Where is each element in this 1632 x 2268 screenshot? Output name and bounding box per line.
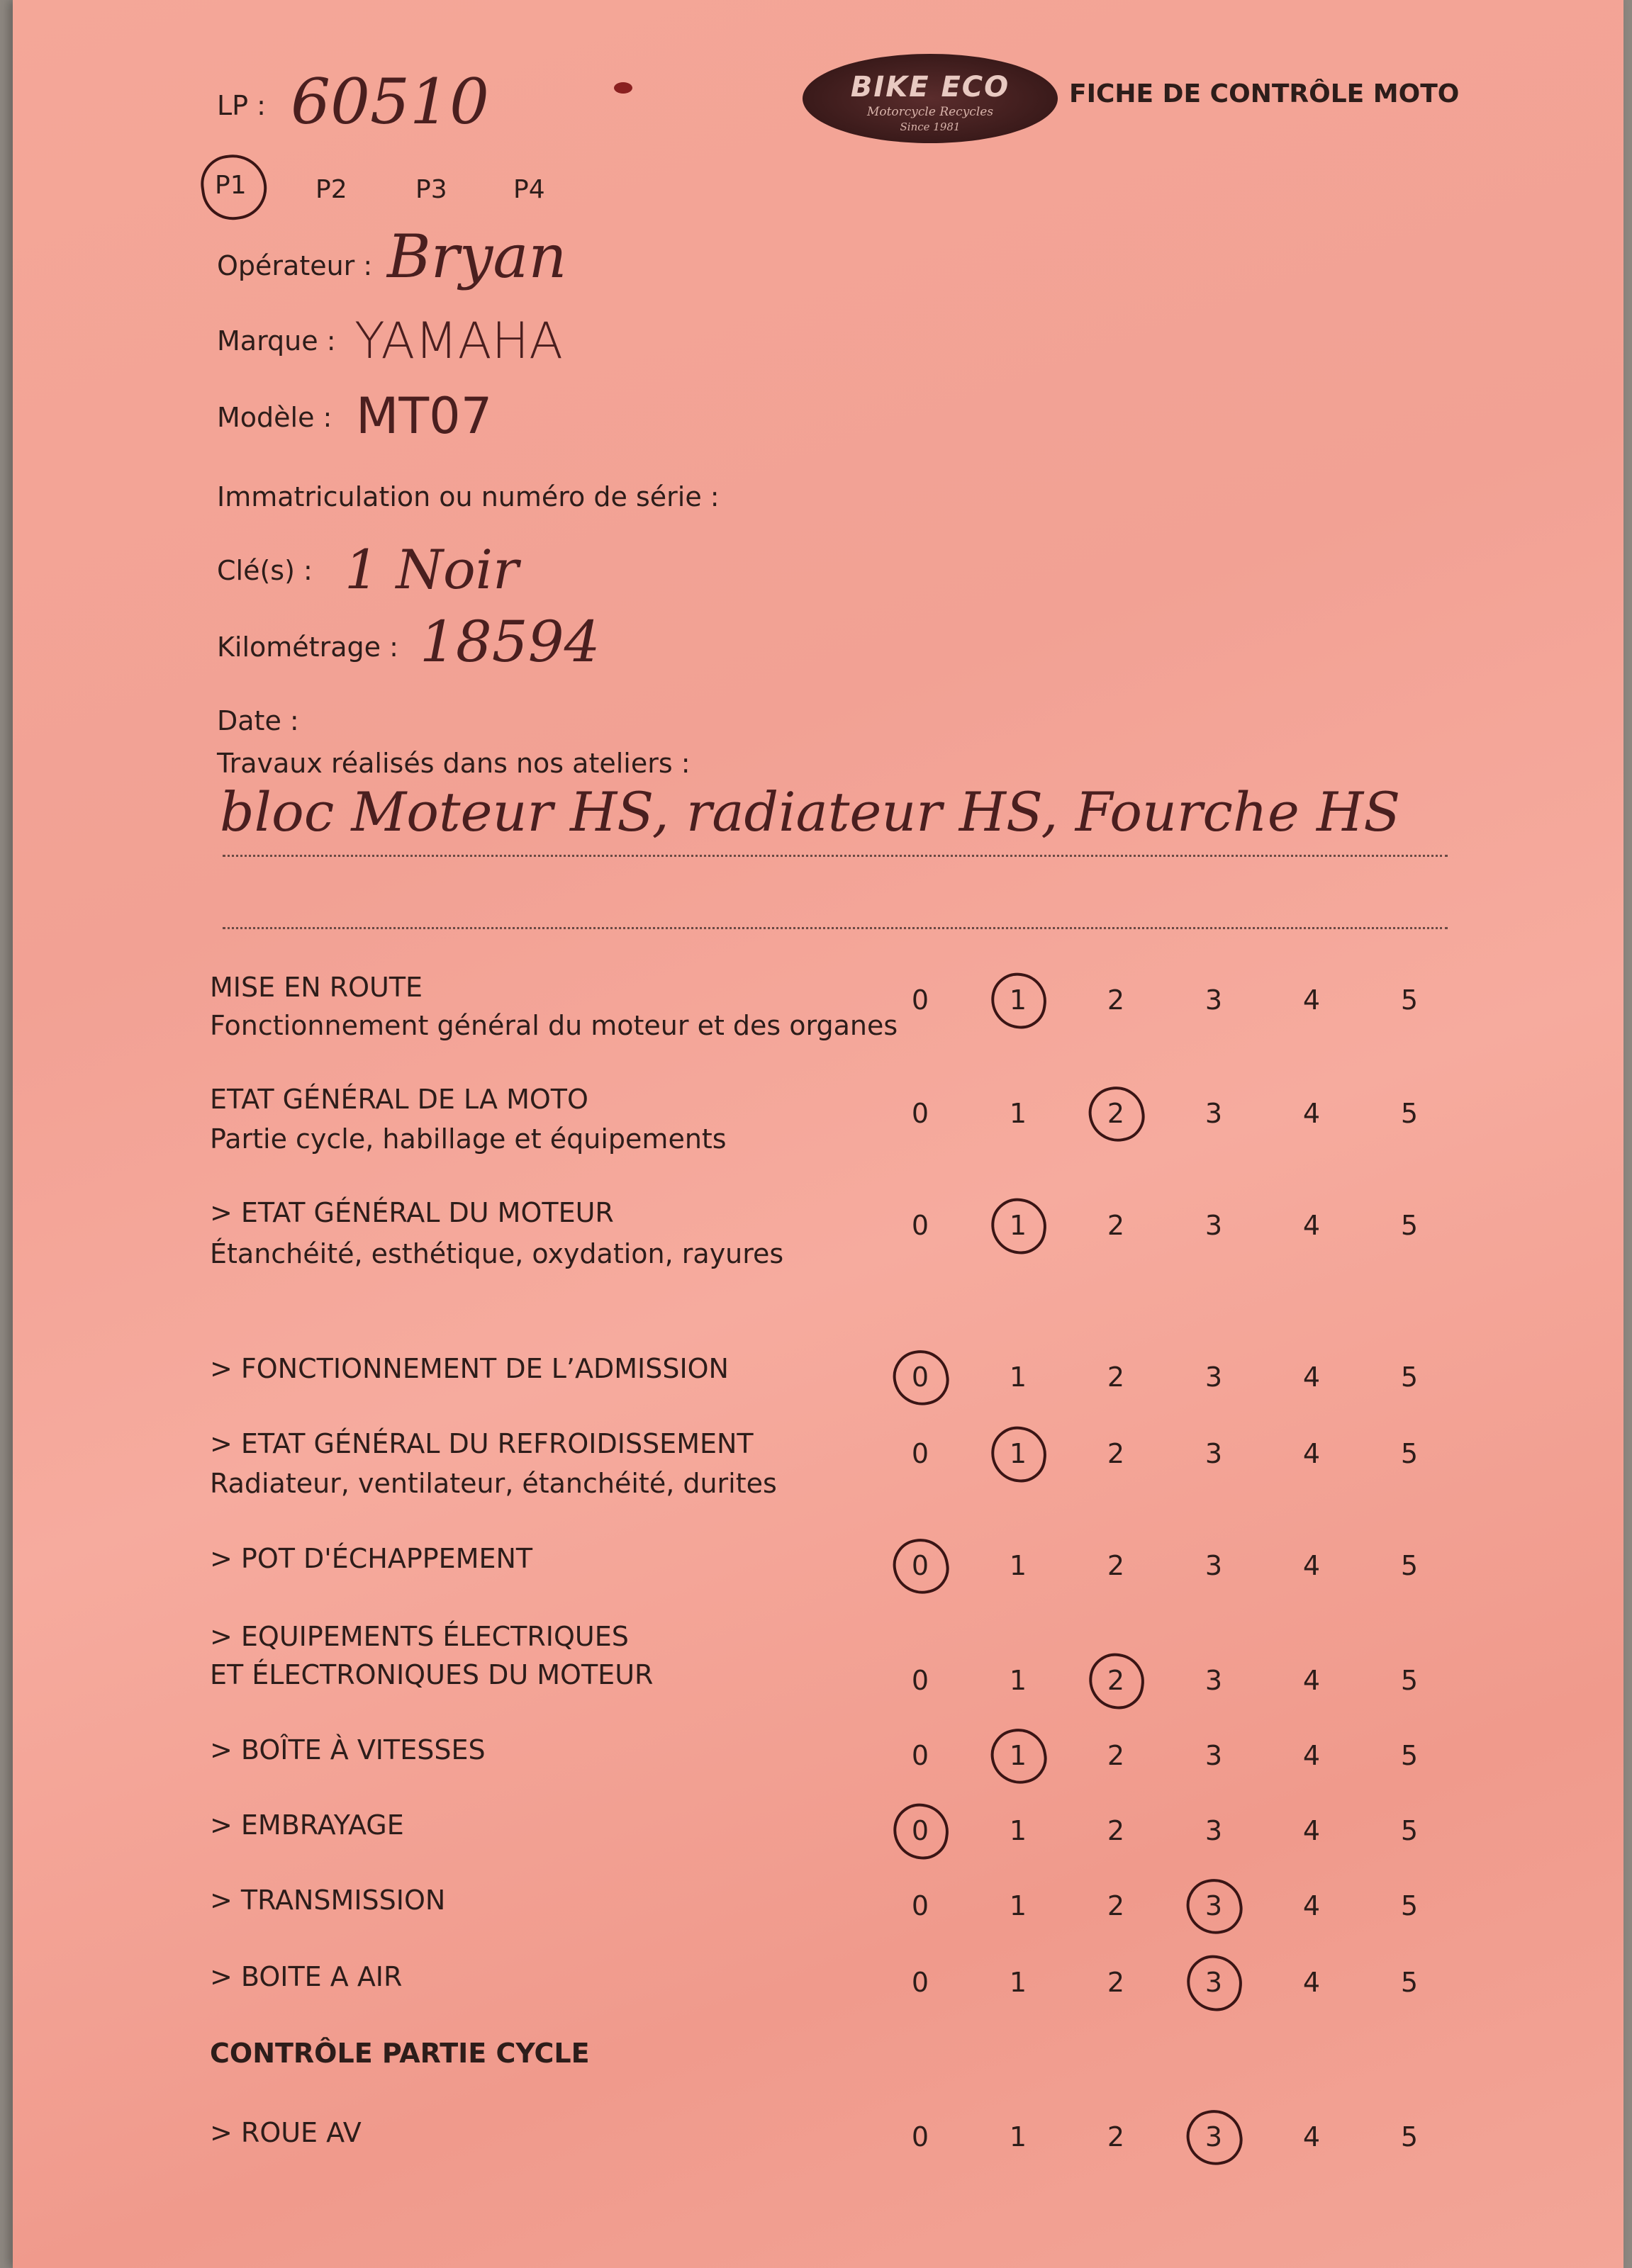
score-option-2[interactable]: 2 — [1107, 1740, 1125, 1771]
check-subtitle: Fonctionnement général du moteur et des organes — [210, 1010, 898, 1041]
score-option-4[interactable]: 4 — [1302, 1550, 1321, 1581]
check-title: > POT D'ÉCHAPPEMENT — [210, 1543, 533, 1574]
score-selected-circle — [890, 1800, 952, 1863]
score-selected-circle — [1085, 1650, 1148, 1712]
score-option-1[interactable]: 1 — [1009, 1890, 1027, 1921]
score-option-5[interactable]: 5 — [1400, 1890, 1419, 1921]
score-option-4[interactable]: 4 — [1302, 1890, 1321, 1921]
score-option-0[interactable]: 0 — [911, 984, 929, 1016]
score-option-1[interactable]: 1 — [1009, 1740, 1027, 1771]
operateur-label: Opérateur : — [217, 250, 373, 281]
travaux-value: bloc Moteur HS, radiateur HS, Fourche HS — [220, 780, 1401, 843]
modele-value: MT07 — [356, 387, 493, 445]
score-option-2[interactable]: 2 — [1107, 1815, 1125, 1846]
score-option-5[interactable]: 5 — [1400, 1362, 1419, 1393]
marque-value: YAMAHA — [354, 312, 564, 370]
score-option-5[interactable]: 5 — [1400, 1098, 1419, 1129]
score-option-1[interactable]: 1 — [1009, 2121, 1027, 2152]
check-title: > ROUE AV — [210, 2117, 362, 2148]
score-selected-circle — [1085, 1082, 1148, 1146]
check-title: > ETAT GÉNÉRAL DU REFROIDISSEMENT — [210, 1428, 754, 1459]
score-option-4[interactable]: 4 — [1302, 1438, 1321, 1469]
operateur-value: Bryan — [387, 222, 567, 291]
travaux-label: Travaux réalisés dans nos ateliers : — [217, 748, 691, 779]
check-title: ETAT GÉNÉRAL DE LA MOTO — [210, 1084, 588, 1115]
score-option-1[interactable]: 1 — [1009, 1665, 1027, 1696]
score-option-4[interactable]: 4 — [1302, 2121, 1321, 2152]
score-selected-circle — [889, 1346, 953, 1410]
score-option-1[interactable]: 1 — [1009, 1438, 1027, 1469]
score-option-2[interactable]: 2 — [1107, 2121, 1125, 2152]
score-option-2[interactable]: 2 — [1107, 1438, 1125, 1469]
score-option-2[interactable]: 2 — [1107, 1890, 1125, 1921]
score-option-0[interactable]: 0 — [911, 1210, 929, 1241]
score-option-3[interactable]: 3 — [1205, 2121, 1223, 2152]
check-title: MISE EN ROUTE — [210, 972, 423, 1003]
score-option-3[interactable]: 3 — [1205, 1438, 1223, 1469]
score-selected-circle — [988, 1195, 1050, 1257]
check-title: > FONCTIONNEMENT DE L’ADMISSION — [210, 1353, 729, 1384]
score-option-3[interactable]: 3 — [1205, 1362, 1223, 1393]
check-title: > ETAT GÉNÉRAL DU MOTEUR — [210, 1197, 614, 1228]
score-option-1[interactable]: 1 — [1009, 984, 1027, 1016]
cles-label: Clé(s) : — [217, 555, 313, 586]
check-subtitle: Partie cycle, habillage et équipements — [210, 1123, 727, 1155]
score-option-4[interactable]: 4 — [1302, 1098, 1321, 1129]
lp-label: LP : — [217, 90, 266, 121]
check-title: > EMBRAYAGE — [210, 1809, 404, 1841]
score-option-1[interactable]: 1 — [1009, 1098, 1027, 1129]
score-option-0[interactable]: 0 — [911, 1362, 929, 1393]
score-option-5[interactable]: 5 — [1400, 1815, 1419, 1846]
score-option-5[interactable]: 5 — [1400, 1665, 1419, 1696]
score-option-0[interactable]: 0 — [911, 1890, 929, 1921]
score-option-4[interactable]: 4 — [1302, 1967, 1321, 1998]
score-selected-circle — [987, 1724, 1051, 1788]
score-option-3[interactable]: 3 — [1205, 1740, 1223, 1771]
score-option-4[interactable]: 4 — [1302, 1362, 1321, 1393]
score-option-3[interactable]: 3 — [1205, 1890, 1223, 1921]
cles-value: 1 Noir — [345, 538, 519, 601]
position-p1[interactable]: P1 — [215, 171, 247, 200]
check-title: > TRANSMISSION — [210, 1885, 446, 1916]
score-option-0[interactable]: 0 — [911, 1740, 929, 1771]
travaux-line-1 — [223, 855, 1448, 857]
check-title: > EQUIPEMENTS ÉLECTRIQUES — [210, 1621, 629, 1652]
score-selected-circle — [988, 1423, 1050, 1486]
score-option-0[interactable]: 0 — [911, 1665, 929, 1696]
check-subtitle: Étanchéité, esthétique, oxydation, rayures — [210, 1238, 784, 1269]
check-title: > BOÎTE À VITESSES — [210, 1734, 486, 1765]
score-option-5[interactable]: 5 — [1400, 984, 1419, 1016]
score-option-2[interactable]: 2 — [1107, 1098, 1125, 1129]
score-option-2[interactable]: 2 — [1107, 1550, 1125, 1581]
score-option-0[interactable]: 0 — [911, 1967, 929, 1998]
score-selected-circle — [1183, 2106, 1246, 2169]
date-label: Date : — [217, 705, 299, 736]
score-selected-circle — [1183, 1875, 1246, 1938]
score-option-1[interactable]: 1 — [1009, 1550, 1027, 1581]
score-option-3[interactable]: 3 — [1205, 1098, 1223, 1129]
score-option-0[interactable]: 0 — [911, 1550, 929, 1581]
sheet-title: FICHE DE CONTRÔLE MOTO — [1069, 79, 1460, 108]
position-p3[interactable]: P3 — [415, 175, 447, 204]
score-option-5[interactable]: 5 — [1400, 1967, 1419, 1998]
lp-value: 60510 — [291, 65, 489, 138]
score-selected-circle — [889, 1534, 953, 1598]
score-option-2[interactable]: 2 — [1107, 984, 1125, 1016]
score-option-3[interactable]: 3 — [1205, 1210, 1223, 1241]
score-option-4[interactable]: 4 — [1302, 1665, 1321, 1696]
score-option-4[interactable]: 4 — [1302, 1815, 1321, 1846]
score-option-5[interactable]: 5 — [1400, 1550, 1419, 1581]
score-option-4[interactable]: 4 — [1302, 1740, 1321, 1771]
modele-label: Modèle : — [217, 402, 332, 433]
score-option-1[interactable]: 1 — [1009, 1967, 1027, 1998]
score-option-4[interactable]: 4 — [1302, 984, 1321, 1016]
score-option-3[interactable]: 3 — [1205, 1550, 1223, 1581]
score-option-0[interactable]: 0 — [911, 1098, 929, 1129]
bike-eco-logo: BIKE ECO Motorcycle Recycles Since 1981 — [803, 54, 1058, 143]
score-selected-circle — [1183, 1952, 1246, 2014]
ink-spot — [614, 82, 632, 94]
kilometrage-value: 18594 — [420, 609, 600, 675]
score-option-3[interactable]: 3 — [1205, 984, 1223, 1016]
score-option-1[interactable]: 1 — [1009, 1210, 1027, 1241]
score-option-2[interactable]: 2 — [1107, 1967, 1125, 1998]
score-option-5[interactable]: 5 — [1400, 1740, 1419, 1771]
travaux-line-2 — [223, 927, 1448, 929]
score-option-1[interactable]: 1 — [1009, 1815, 1027, 1846]
score-option-0[interactable]: 0 — [911, 1438, 929, 1469]
score-option-2[interactable]: 2 — [1107, 1210, 1125, 1241]
score-option-2[interactable]: 2 — [1107, 1362, 1125, 1393]
score-option-3[interactable]: 3 — [1205, 1815, 1223, 1846]
section-cycle-heading: CONTRÔLE PARTIE CYCLE — [210, 2038, 590, 2069]
score-option-5[interactable]: 5 — [1400, 2121, 1419, 2152]
immatriculation-label: Immatriculation ou numéro de série : — [217, 481, 720, 512]
control-sheet — [13, 0, 1623, 2268]
score-option-4[interactable]: 4 — [1302, 1210, 1321, 1241]
check-subtitle: ET ÉLECTRONIQUES DU MOTEUR — [210, 1659, 654, 1690]
kilometrage-label: Kilométrage : — [217, 631, 398, 663]
score-option-1[interactable]: 1 — [1009, 1362, 1027, 1393]
score-option-5[interactable]: 5 — [1400, 1210, 1419, 1241]
score-option-3[interactable]: 3 — [1205, 1967, 1223, 1998]
score-option-5[interactable]: 5 — [1400, 1438, 1419, 1469]
score-selected-circle — [988, 970, 1050, 1032]
score-option-3[interactable]: 3 — [1205, 1665, 1223, 1696]
marque-label: Marque : — [217, 325, 336, 357]
score-option-2[interactable]: 2 — [1107, 1665, 1125, 1696]
position-p4[interactable]: P4 — [513, 175, 545, 204]
score-option-0[interactable]: 0 — [911, 1815, 929, 1846]
check-subtitle: Radiateur, ventilateur, étanchéité, durites — [210, 1468, 777, 1499]
score-option-0[interactable]: 0 — [911, 2121, 929, 2152]
check-title: > BOITE A AIR — [210, 1961, 403, 1992]
position-p2[interactable]: P2 — [315, 175, 347, 204]
